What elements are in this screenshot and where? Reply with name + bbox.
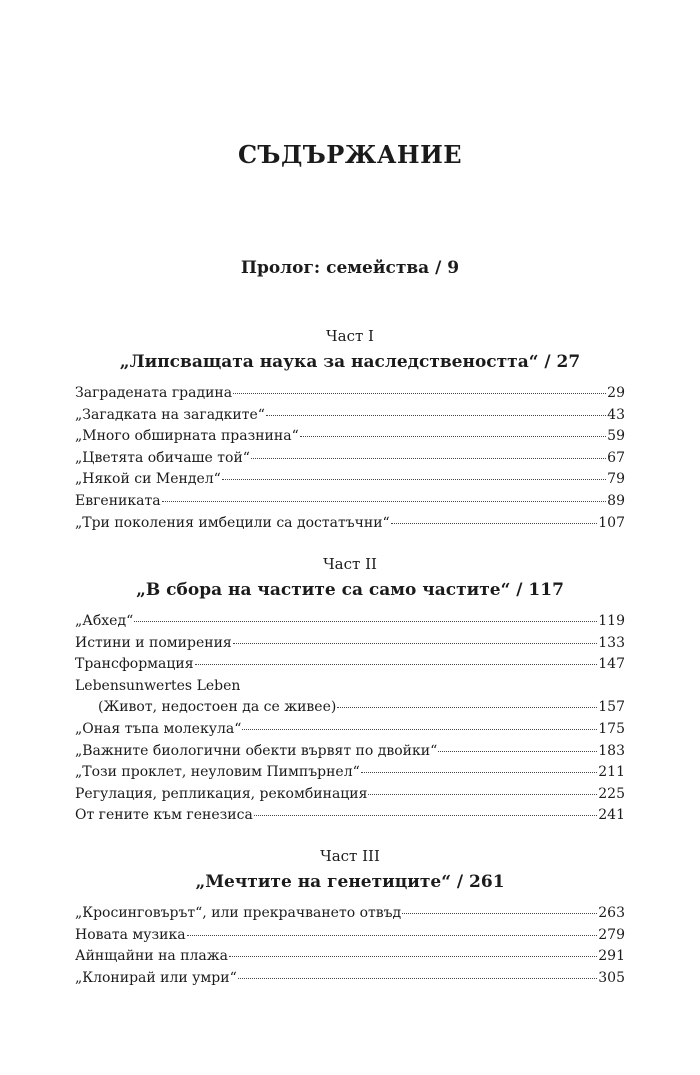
toc-entry-title: „Много обширната празнина“	[75, 428, 299, 445]
dot-leader	[337, 707, 597, 708]
toc-entry	[75, 383, 625, 405]
toc-entry	[75, 633, 625, 655]
toc-entry	[75, 925, 625, 947]
toc-entry-page-number: 147	[598, 656, 625, 673]
part-2	[75, 554, 625, 827]
toc-entry	[75, 697, 625, 719]
dot-leader	[266, 415, 606, 416]
dot-leader	[438, 751, 597, 752]
toc-entry-page-number: 175	[598, 720, 625, 737]
toc-entry-page-number: 119	[598, 613, 625, 629]
toc-entry-title: „Загадката на загадките“	[75, 406, 265, 423]
toc-entry	[75, 405, 625, 427]
toc-entry	[75, 448, 625, 470]
toc-entry	[75, 741, 625, 763]
toc-entry	[75, 946, 625, 968]
toc-entry-page-number: 305	[598, 969, 625, 986]
dot-leader	[195, 664, 598, 665]
toc-entry	[75, 426, 625, 448]
toc-entry	[75, 719, 625, 741]
toc-entry-page-number: 89	[607, 492, 625, 509]
toc-entry-title: „Важните биологични обекти вървят по двойки“	[75, 742, 438, 759]
toc-entry	[75, 611, 625, 633]
part-title: „В сбора на частите са само частите“ / 117	[136, 580, 564, 600]
toc-entry-title: „Три поколения имбецили са достатъчни“	[75, 514, 390, 531]
dot-leader	[233, 643, 598, 644]
dot-leader	[251, 458, 606, 459]
toc-entry-title: „Оная тъпа молекула“	[75, 720, 242, 737]
toc-entry-title: Lebensunwertes Leben	[75, 677, 241, 694]
dot-leader	[229, 956, 597, 957]
toc-entry-page-number: 29	[607, 385, 625, 401]
toc-entry-title: Заградената градина	[75, 385, 233, 401]
toc-entry-title: „Този проклет, неуловим Пимпърнел“	[75, 764, 360, 781]
toc-entry	[75, 968, 625, 990]
toc-entry	[75, 654, 625, 676]
toc-entry-title: „Цветята обичаше той“	[75, 449, 250, 466]
dot-leader	[162, 501, 607, 502]
dot-leader	[300, 436, 606, 437]
toc-entry-list	[75, 611, 625, 827]
toc-entry	[75, 784, 625, 806]
toc-entry-page-number: 183	[598, 742, 625, 759]
toc-entry-page-number: 291	[598, 948, 625, 965]
dot-leader	[368, 794, 597, 795]
page-title: СЪДЪРЖАНИЕ	[237, 140, 463, 169]
dot-leader	[391, 523, 598, 524]
toc-entry	[75, 491, 625, 513]
dot-leader	[222, 479, 606, 480]
part-1	[75, 326, 625, 534]
toc-entry-title: От гените към генезиса	[75, 807, 253, 824]
dot-leader	[134, 621, 597, 622]
toc-entry-title: (Живот, недостоен да се живее)	[98, 699, 337, 716]
part-title: „Мечтите на генетиците“ / 261	[195, 872, 505, 892]
toc-entry-title: Истини и помирения	[75, 634, 232, 651]
toc-entry	[75, 762, 625, 784]
part-3	[75, 846, 625, 989]
toc-entry	[75, 513, 625, 535]
toc-entry-page-number: 263	[598, 905, 625, 921]
toc-entry-title: „Някой си Мендел“	[75, 471, 221, 488]
dot-leader	[361, 772, 598, 773]
toc-entry-title: Евгениката	[75, 492, 161, 509]
toc-entry	[75, 469, 625, 491]
toc-entry-title: Регулация, репликация, рекомбинация	[75, 785, 368, 802]
toc-entry-page-number: 79	[607, 471, 625, 488]
toc-entry-page-number: 157	[598, 699, 625, 716]
toc-entry-list	[75, 383, 625, 534]
dot-leader	[254, 815, 597, 816]
toc-entry-title: „Клонирай или умри“	[75, 969, 237, 986]
part-label: Част II	[323, 555, 377, 573]
toc-entry-page-number: 59	[607, 428, 625, 445]
toc-entry-page-number: 211	[598, 764, 625, 781]
toc-entry	[75, 676, 625, 698]
toc-entry-title: Трансформация	[75, 656, 194, 673]
toc-entry-page-number: 67	[607, 449, 625, 466]
dot-leader	[242, 729, 597, 730]
prologue-heading: Пролог: семейства / 9	[240, 258, 460, 278]
toc-entry-list	[75, 903, 625, 989]
toc-entry	[75, 903, 625, 925]
toc-entry-page-number: 133	[598, 634, 625, 651]
toc-entry-page-number: 225	[598, 785, 625, 802]
toc-entry-title: „Абхед“	[75, 613, 134, 629]
toc-entry-title: Новата музика	[75, 926, 186, 943]
toc-entry	[75, 805, 625, 827]
part-label: Част I	[326, 327, 374, 345]
toc-entry-page-number: 241	[598, 807, 625, 824]
toc-entry-title: Айнщайни на плажа	[75, 948, 228, 965]
toc-entry-page-number: 279	[598, 926, 625, 943]
part-title: „Липсващата наука за наследствеността“ / 27	[119, 352, 581, 372]
toc-entry-page-number: 43	[607, 406, 625, 423]
toc-entry-page-number: 107	[598, 514, 625, 531]
dot-leader	[187, 935, 598, 936]
dot-leader	[238, 978, 598, 979]
part-label: Част III	[320, 847, 380, 865]
dot-leader	[233, 393, 606, 394]
dot-leader	[402, 913, 597, 914]
toc-entry-title: „Кросинговърът“, или прекрачването отвъд	[75, 905, 402, 921]
